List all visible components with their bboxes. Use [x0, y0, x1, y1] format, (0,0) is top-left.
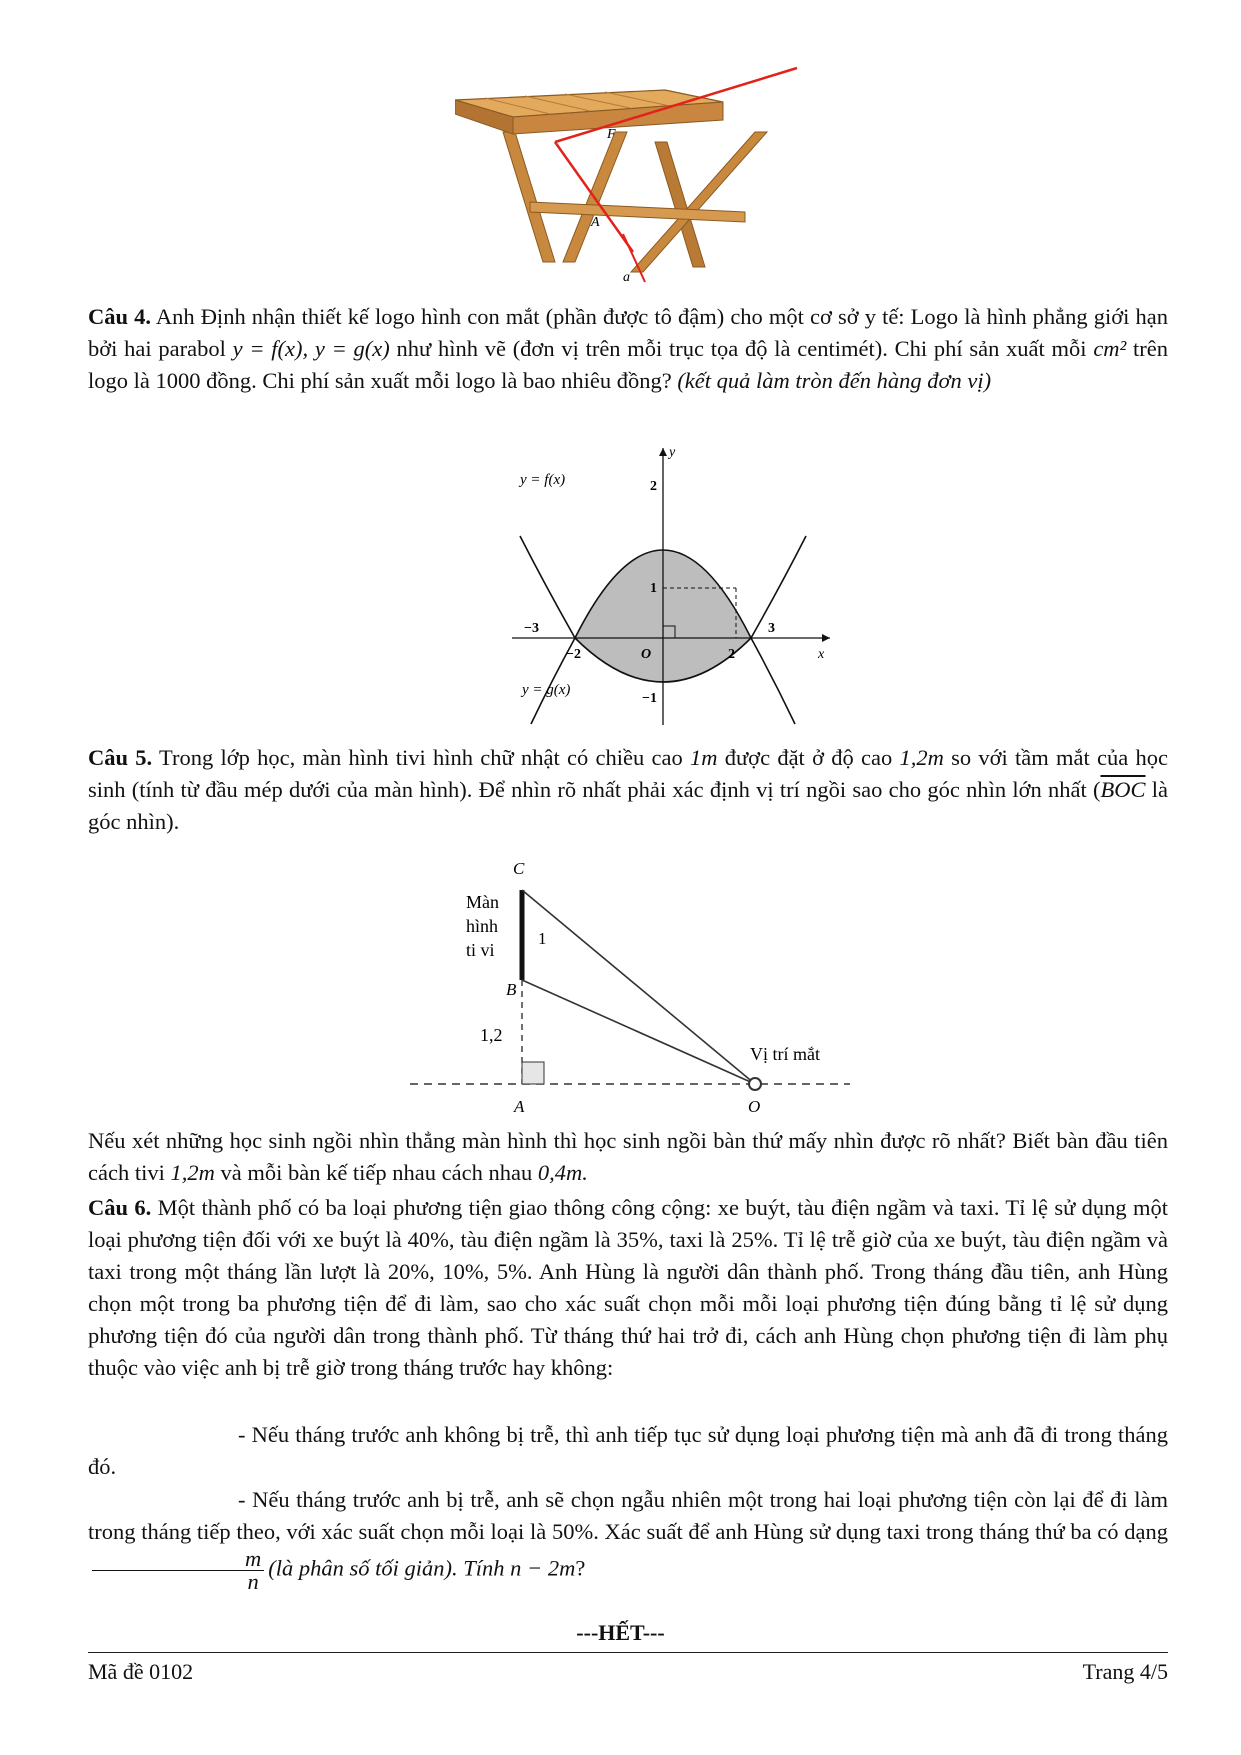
parabola-logo-graph — [500, 440, 840, 730]
q5-text-3: so với tầm mắt của học sinh (tính từ đầu mép dưới của màn hình). Để nhìn rõ nhất phải xác định vị trí ngồi sao cho góc nhìn lớn nhất ( — [88, 745, 1169, 802]
label-C: C — [513, 859, 525, 878]
q4-text-2: như hình vẽ (đơn vị trên mỗi trục tọa độ là centimét). Chi phí sản xuất mỗi — [396, 336, 1087, 361]
page-number: Trang 4/5 — [1082, 1659, 1168, 1684]
tick-x-minus-3: −3 — [524, 621, 539, 636]
q6-math-end: n − 2m — [510, 1555, 576, 1581]
q4-text-3: trên logo là 1000 đồng. Chi phí sản xuất mỗi logo là bao nhiêu đồng? — [88, 336, 1169, 393]
folding-table-figure — [455, 62, 805, 284]
q4-math-1: y = f(x), y = g(x) — [232, 336, 390, 361]
tick-x-minus-2: −2 — [566, 647, 581, 662]
label-screen-1: Màn — [466, 892, 499, 912]
q5-text-4: là góc nhìn). — [88, 777, 1169, 834]
tick-y-1: 1 — [650, 581, 657, 596]
question-5 — [88, 742, 1168, 838]
axis-y-label: y — [669, 445, 676, 460]
tv-viewing-angle-figure — [410, 852, 850, 1122]
q6-text-1: Một thành phố có ba loại phương tiện giao thông công cộng: xe buýt, tàu điện ngầm và taxi. Tỉ lệ sử dụng một loại phương tiện đối với xe buýt là 40%, tàu điện ngầm là 35%, taxi là 25%. Tỉ lệ trễ giờ của xe buýt, tàu điện ngầm và taxi trong một tháng lần lượt là 20%, 10%, 5%. Anh Hùng là người dân thành phố. Trong tháng đầu tiên, anh Hùng chọn một trong ba phương tiện để đi làm, sao cho xác suất chọn mỗi mỗi loại phương tiện đúng bằng tỉ lệ sử dụng phương tiện đó của người dân trong thành phố. Từ tháng thứ hai trở đi, cách anh Hùng chọn phương tiện đi làm phụ thuộc vào việc anh bị trễ giờ trong tháng trước hay không: — [88, 1195, 1169, 1380]
frac-numerator: m — [92, 1548, 264, 1571]
axis-x-label: x — [818, 647, 825, 662]
tick-x-2: 2 — [728, 647, 735, 662]
tick-origin: O — [641, 647, 652, 662]
q4-text-1: Anh Định nhận thiết kế logo hình con mắt (phần được tô đậm) cho một cơ sở y tế: Logo là hình phẳng giới hạn bởi hai parabol — [88, 304, 1168, 361]
q6-bullet-1-text: - Nếu tháng trước anh không bị trễ, thì anh tiếp tục sử dụng loại phương tiện mà anh đã đi trong tháng đó. — [88, 1422, 1168, 1479]
label-O: O — [748, 1097, 761, 1116]
label-a: a — [623, 270, 630, 284]
question-5-follow-up — [88, 1125, 1168, 1189]
q4-math-unit: cm² — [1093, 336, 1127, 361]
q5-follow-1: Nếu xét những học sinh ngồi nhìn thẳng màn hình thì học sinh ngồi bàn thứ mấy nhìn được rõ nhất? Biết bàn đầu tiên cách tivi — [88, 1128, 1168, 1185]
q5-follow-2: và mỗi bàn kế tiếp nhau cách nhau — [220, 1160, 533, 1185]
frac-denominator: n — [247, 1569, 259, 1594]
q4-note: (kết quả làm tròn đến hàng đơn vị) — [677, 368, 992, 393]
q6-bullet-1 — [88, 1419, 1168, 1483]
end-mark: ---HẾT--- — [576, 1620, 665, 1645]
label-g: y = g(x) — [522, 682, 571, 698]
label-A-foot: A — [514, 1097, 525, 1116]
q6-number: Câu 6. — [88, 1195, 152, 1220]
label-F: F — [607, 127, 616, 142]
label-height: 1,2 — [480, 1025, 503, 1045]
q5-math-1: 1m — [689, 745, 718, 770]
footer-divider — [88, 1652, 1168, 1653]
tick-x-3: 3 — [768, 621, 775, 636]
label-f: y = f(x) — [520, 472, 566, 488]
fraction-m-over-n — [92, 1548, 264, 1593]
q6-bullet-2 — [88, 1484, 1168, 1593]
exam-code: Mã đề 0102 — [88, 1659, 194, 1684]
q6-bullet-2-tail: (là phân số tối giản). Tính — [268, 1555, 505, 1581]
label-screen-2: hình — [466, 916, 499, 936]
q5-text-2: được đặt ở độ cao — [724, 745, 893, 770]
label-eye-position: Vị trí mắt — [750, 1044, 820, 1064]
tick-y-minus-1: −1 — [642, 691, 657, 706]
label-A: A — [591, 215, 600, 230]
q5-number: Câu 5. — [88, 745, 153, 770]
question-4 — [88, 301, 1168, 397]
q6-end-question: ? — [575, 1555, 586, 1581]
tick-y-2: 2 — [650, 479, 657, 494]
q6-bullet-2-text: - Nếu tháng trước anh bị trễ, anh sẽ chọn ngẫu nhiên một trong hai loại phương tiện còn lại để đi làm trong tháng tiếp theo, với xác suất chọn mỗi loại là 50%. Xác suất để anh Hùng sử dụng taxi trong tháng thứ ba có dạng — [88, 1487, 1168, 1544]
q5-follow-math-1: 1,2m — [170, 1160, 215, 1185]
q5-follow-math-2: 0,4m. — [537, 1160, 588, 1185]
q4-number: Câu 4. — [88, 304, 151, 329]
label-screen-3: ti vi — [466, 940, 495, 960]
question-6 — [88, 1192, 1168, 1384]
q5-text-1: Trong lớp học, màn hình tivi hình chữ nhật có chiều cao — [159, 745, 683, 770]
q5-math-2: 1,2m — [899, 745, 944, 770]
label-one: 1 — [538, 929, 547, 948]
q5-angle: $\overline{BOC}$ — [1100, 777, 1146, 802]
label-B: B — [506, 980, 517, 999]
